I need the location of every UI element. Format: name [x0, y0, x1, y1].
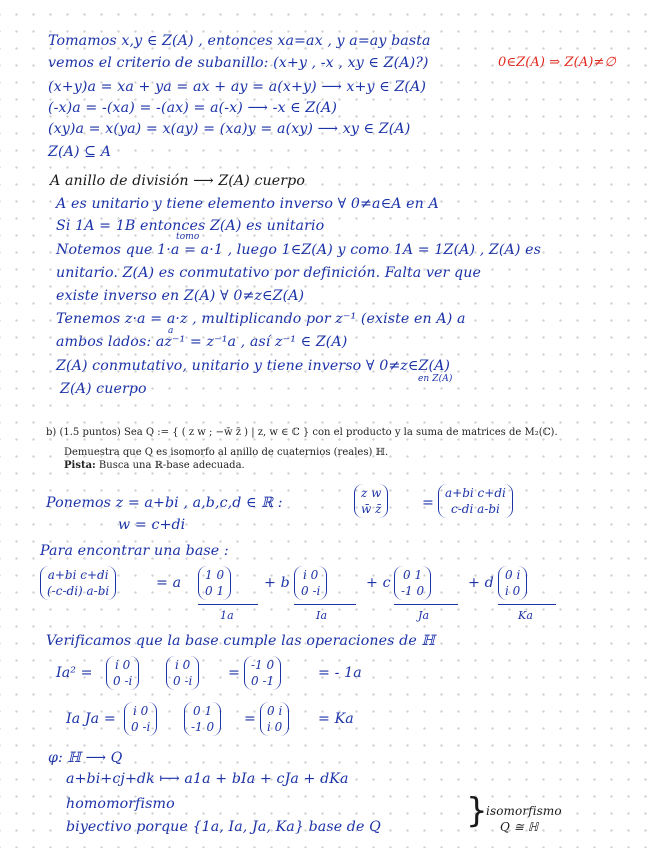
- hw-biyectivo: biyectivo porque {1a, Ia, Ja, Ka} base de Q: [66, 819, 381, 835]
- hw-line-7: A es unitario y tiene elemento inverso ∀ 0≠a∈A en A: [56, 196, 439, 212]
- hw-w-def: w = c+di: [118, 517, 186, 533]
- hw-line-2: vemos el criterio de subanillo: (x+y , -x , xy ∈ Z(A)?): [48, 55, 429, 71]
- hw-phi-def: φ: ℍ ⟶ Q: [48, 750, 123, 766]
- underline-1a: [198, 604, 258, 605]
- hw-small-a: a: [168, 326, 174, 336]
- hw-line-8: Si 1A = 1B entonces Z(A) es unitario: [56, 218, 325, 234]
- matrix-j: 0 1 -1 0: [394, 566, 431, 600]
- hw-iaja: Ia Ja =: [66, 711, 116, 727]
- matrix-k: 0 i i 0: [498, 566, 527, 600]
- hw-line-9: Notemos que 1·a = a·1 , luego 1∈Z(A) y como 1A = 1Z(A) , Z(A) es: [56, 242, 541, 258]
- hw-line-6: Z(A) ⊆ A: [48, 144, 112, 160]
- hw-plus-b: + b: [264, 575, 290, 591]
- hw-red-note: 0∈Z(A) ⇒ Z(A)≠∅: [498, 55, 616, 70]
- hw-small-enza: en Z(A): [418, 374, 453, 384]
- hw-plus-c: + c: [366, 575, 391, 591]
- problem-statement-line-1: b) (1.5 puntos) Sea Q := { ( z w ; −w̄ z̄ ) | z, w ∈ ℂ } con el producto y la suma de matrices de M₂(ℂ).: [46, 427, 558, 438]
- hw-line-10: unitario. Z(A) es conmutativo por definición. Falta ver que: [56, 265, 481, 281]
- label-ia: Ia: [316, 609, 328, 622]
- problem-statement-line-2: Demuestra que Q es isomorfo al anillo de cuaternios (reales) ℍ.: [64, 447, 389, 458]
- underline-ia: [294, 604, 356, 605]
- hw-result-2: = Ka: [318, 711, 354, 727]
- underline-ja: [394, 604, 458, 605]
- matrix-i: i 0 0 -i: [294, 566, 327, 600]
- hw-homomorfismo: homomorfismo: [66, 796, 175, 812]
- matrix-ia-1: i 0 0 -i: [106, 656, 139, 690]
- hw-line-4: (-x)a = -(xa) = -(ax) = a(-x) ⟶ -x ∈ Z(A): [48, 100, 337, 116]
- hw-line-12: Tenemos z·a = a·z , multiplicando por z⁻¹ (existe en A) a: [56, 311, 466, 327]
- label-ka: Ka: [518, 609, 533, 622]
- underline-ka: [498, 604, 556, 605]
- hw-base-heading: Para encontrar una base :: [40, 543, 229, 559]
- matrix-ja-1: 0 1 -1 0: [184, 702, 221, 736]
- hw-ponemos: Ponemos z = a+bi , a,b,c,d ∈ ℝ :: [46, 495, 283, 511]
- matrix-minus-one: -1 0 0 -1: [244, 656, 281, 690]
- hw-plus-d: + d: [468, 575, 494, 591]
- hw-ia-squared: Ia² =: [56, 665, 93, 681]
- hw-result-1: = - 1a: [318, 665, 362, 681]
- matrix-ka: 0 i i 0: [260, 702, 289, 736]
- hw-eq-a: = a: [156, 575, 182, 591]
- brace: }: [466, 791, 488, 831]
- hw-line-13: ambos lados: az⁻¹ = z⁻¹a , así z⁻¹ ∈ Z(A): [56, 334, 348, 350]
- hw-line-14: Z(A) conmutativo, unitario y tiene inverso ∀ 0≠z∈Z(A): [56, 358, 451, 374]
- label-ja: Ja: [418, 609, 430, 622]
- hw-line-3: (x+y)a = xa + ya = ax + ay = a(x+y) ⟶ x+y ∈ Z(A): [48, 79, 427, 95]
- hw-heading: A anillo de división ⟶ Z(A) cuerpo: [50, 173, 305, 189]
- hw-eq-3: =: [244, 711, 256, 727]
- hw-isomorfismo: isomorfismo: [486, 804, 562, 818]
- hw-verify: Verificamos que la base cumple las operaciones de ℍ: [46, 633, 435, 649]
- problem-hint: Pista: Busca una ℝ-base adecuada.: [64, 460, 245, 471]
- hw-q-iso-h: Q ≅ ℍ: [500, 820, 539, 834]
- hw-line-11: existe inverso en Z(A) ∀ 0≠z∈Z(A): [56, 288, 305, 304]
- hw-small-tomo: tomo: [176, 232, 200, 242]
- hw-equals: =: [422, 495, 434, 511]
- matrix-general: a+bi c+di (-c-di) a-bi: [40, 566, 116, 600]
- hw-eq-2: =: [228, 665, 240, 681]
- hw-phi-map: a+bi+cj+dk ⟼ a1a + bIa + cJa + dKa: [66, 771, 349, 787]
- hw-line-5: (xy)a = x(ya) = x(ay) = (xa)y = a(xy) ⟶ xy ∈ Z(A): [48, 121, 411, 137]
- matrix-zw: z w w̄ z̄: [354, 484, 388, 518]
- hw-line-15: Z(A) cuerpo: [60, 381, 147, 397]
- matrix-ia-3: i 0 0 -i: [124, 702, 157, 736]
- matrix-abcd: a+bi c+di c-di a-bi: [438, 484, 513, 518]
- hw-line-1: Tomamos x,y ∈ Z(A) , entonces xa=ax , y a=ay basta: [48, 33, 431, 49]
- label-1a: 1a: [220, 609, 234, 622]
- matrix-one: 1 0 0 1: [198, 566, 231, 600]
- matrix-ia-2: i 0 0 -i: [166, 656, 199, 690]
